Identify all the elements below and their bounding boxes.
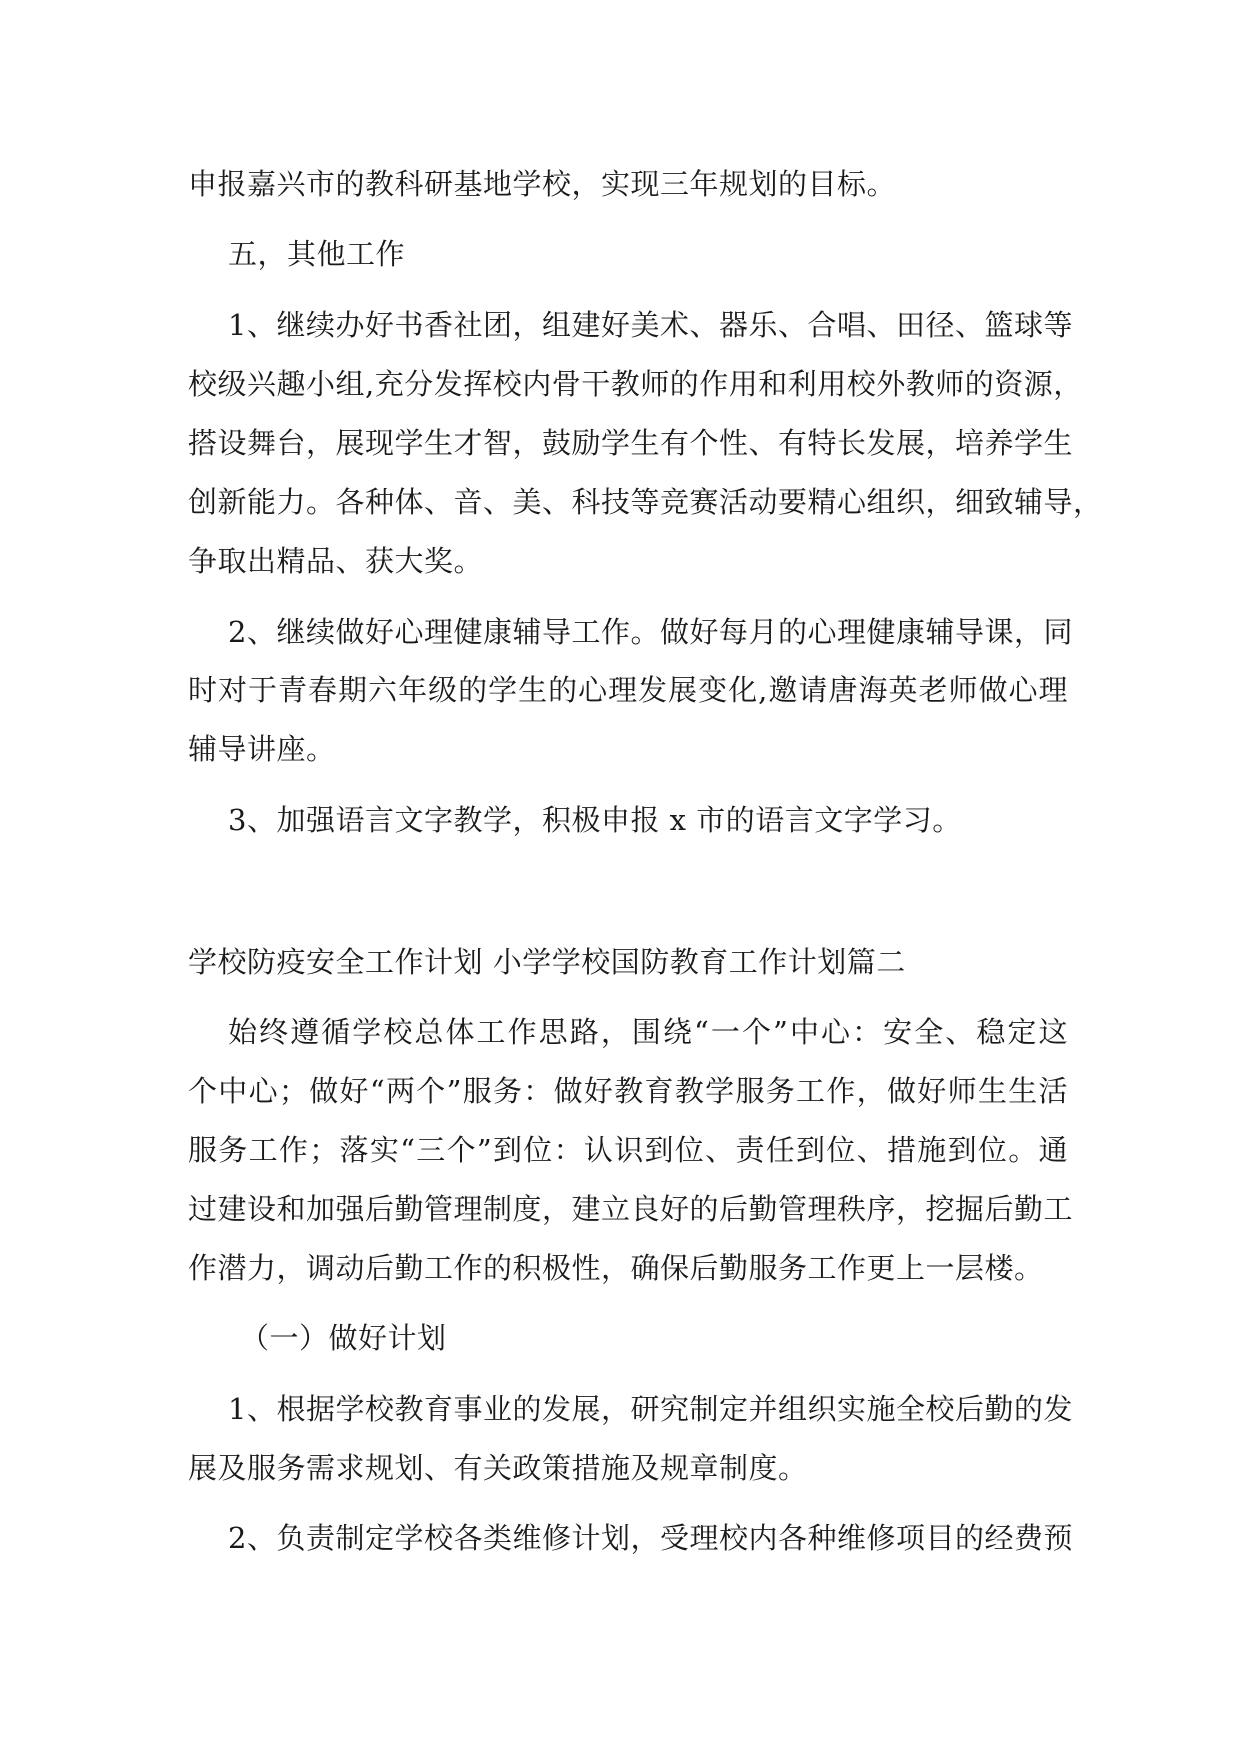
text-line: 申报嘉兴市的教科研基地学校，实现三年规划的目标。 — [188, 167, 897, 201]
section-title: 学校防疫安全工作计划 小学学校国防教育工作计划篇二 — [188, 945, 906, 979]
text-line: 2、继续做好心理健康辅导工作。做好每月的心理健康辅导课，同 — [228, 615, 1073, 649]
text-line: 1、继续办好书香社团，组建好美术、器乐、合唱、田径、篮球等 — [228, 308, 1073, 342]
text-line: 个中心；做好“两个”服务：做好教育教学服务工作，做好师生生活 — [188, 1074, 1068, 1108]
text-line: 始终遵循学校总体工作思路，围绕“一个”中心：安全、稳定这 — [228, 1015, 1068, 1049]
text-line: 时对于青春期六年级的学生的心理发展变化,邀请唐海英老师做心理 — [188, 673, 1068, 707]
text-line: 创新能力。各种体、音、美、科技等竞赛活动要精心组织，细致辅导， — [188, 485, 1103, 519]
text-line: 作潜力，调动后勤工作的积极性，确保后勤服务工作更上一层楼。 — [188, 1251, 1044, 1285]
text-line: 校级兴趣小组,充分发挥校内骨干教师的作用和利用校外教师的资源， — [188, 367, 1083, 401]
text-line: 过建设和加强后勤管理制度，建立良好的后勤管理秩序，挖掘后勤工 — [188, 1192, 1074, 1226]
section-heading: 五，其他工作 — [228, 237, 406, 271]
text-line: 3、加强语言文字教学，积极申报 x 市的语言文字学习。 — [228, 803, 962, 837]
text-line: 争取出精品、获大奖。 — [188, 544, 484, 578]
text-line: 服务工作；落实“三个”到位：认识到位、责任到位、措施到位。通 — [188, 1133, 1068, 1167]
text-line: 2、负责制定学校各类维修计划，受理校内各种维修项目的经费预 — [228, 1521, 1073, 1555]
subsection-heading: （一）做好计划 — [240, 1321, 447, 1355]
text-line: 展及服务需求规划、有关政策措施及规章制度。 — [188, 1451, 808, 1485]
text-line: 辅导讲座。 — [188, 732, 336, 766]
text-line: 搭设舞台，展现学生才智，鼓励学生有个性、有特长发展，培养学生 — [188, 426, 1074, 460]
text-line: 1、根据学校教育事业的发展，研究制定并组织实施全校后勤的发 — [228, 1392, 1073, 1426]
